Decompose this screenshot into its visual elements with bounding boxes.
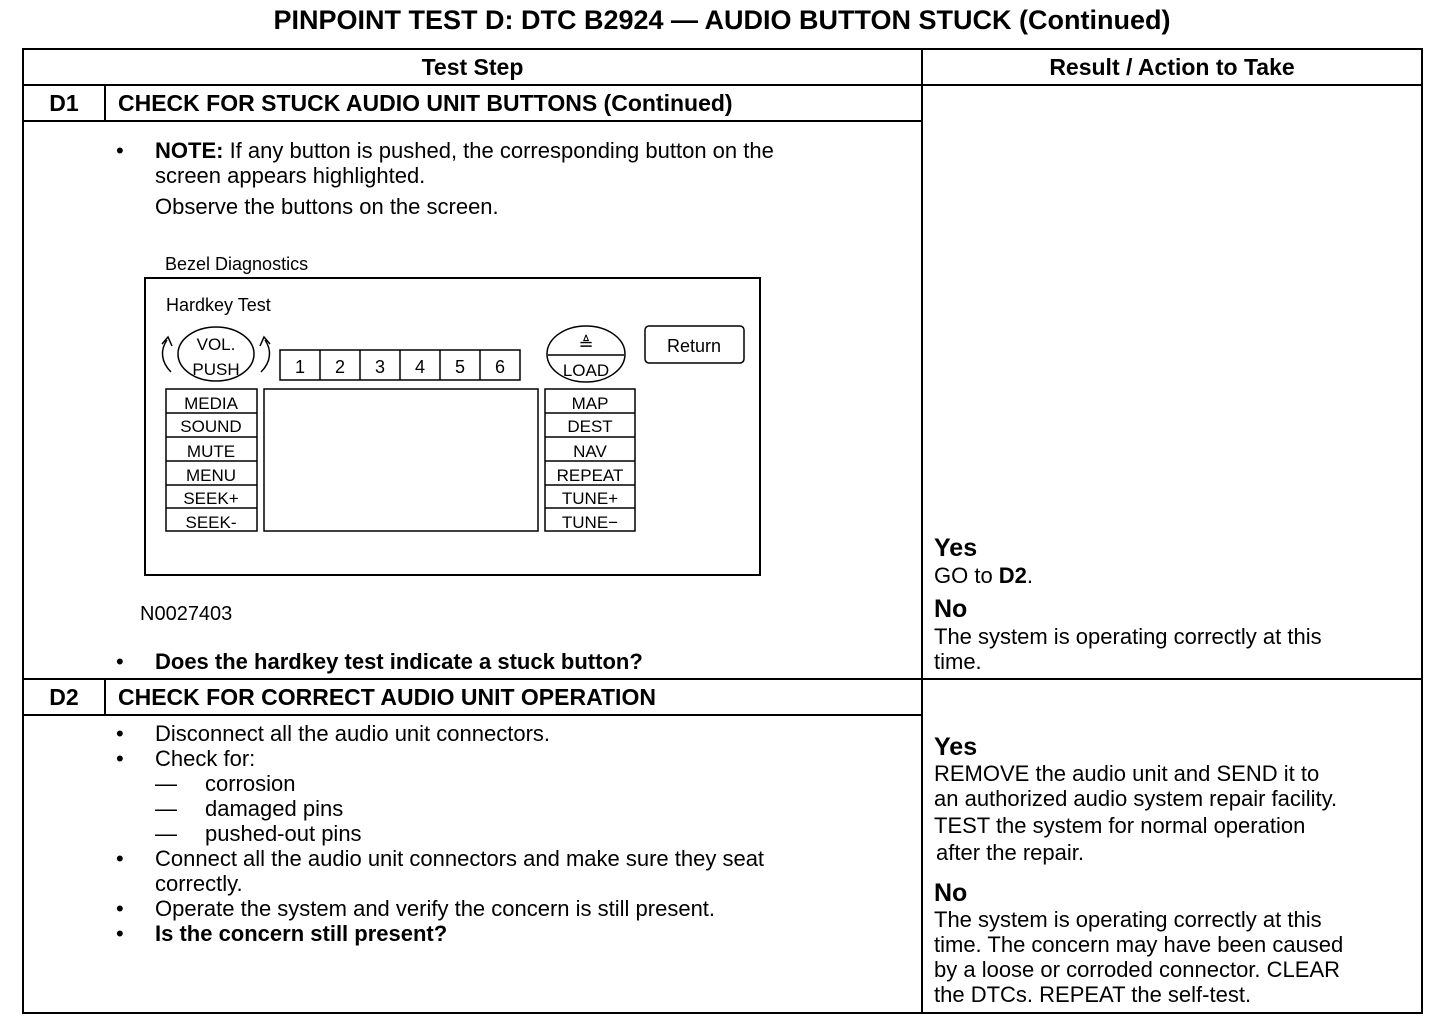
bullet: • [116,649,124,674]
d1-no-label: No [934,595,968,623]
d2-check-1: corrosion [205,771,296,796]
load-label: LOAD [562,361,610,380]
header-result: Result / Action to Take [1049,54,1295,80]
key-menu: MENU [185,466,237,485]
bullet: • [116,846,124,871]
bullet: • [116,746,124,771]
note-line-1 [155,138,774,164]
bezel-diagnostics-figure [130,240,770,590]
d1-no-line-2: time. [934,649,982,674]
d1-yes-post: . [1026,563,1034,588]
push-label: PUSH [192,360,240,379]
note-line-2: screen appears highlighted. [155,163,426,188]
preset-3: 3 [374,357,386,377]
key-tune-plus: TUNE+ [561,489,619,508]
d1-yes-label: Yes [934,534,978,562]
d1-question: Does the hardkey test indicate a stuck button? [155,649,643,674]
figure-subtitle: Hardkey Test [166,295,271,315]
d2-step-4: Operate the system and verify the concern is still present. [155,896,716,921]
dash: — [155,796,177,821]
key-nav: NAV [573,442,607,461]
key-media: MEDIA [184,394,238,413]
figure-title: Bezel Diagnostics [165,254,309,274]
preset-buttons [280,350,520,380]
bullet: • [116,921,124,946]
preset-2: 2 [334,357,346,377]
d2-no-line-1: The system is operating correctly at this [934,907,1322,932]
d2-no-line-3: by a loose or corroded connector. CLEAR [934,957,1341,982]
dash: — [155,821,177,846]
eject-load-button [547,326,625,382]
observe-text: Observe the buttons on the screen. [155,194,499,219]
preset-1: 1 [294,357,306,377]
d1-yes-pre: GO to [934,563,999,588]
d1-no-line-1: The system is operating correctly at this [934,624,1322,649]
d1-yes-text [934,563,1033,589]
key-seek-plus: SEEK+ [183,489,239,508]
d2-no-line-4: the DTCs. REPEAT the self-test. [934,982,1252,1007]
step-id-d1: D1 [49,90,79,116]
header-test-step: Test Step [421,54,524,80]
key-tune-minus: TUNE− [561,513,619,532]
note-label: NOTE: [155,138,224,163]
d2-yes-line-1: REMOVE the audio unit and SEND it to [934,761,1320,786]
key-dest: DEST [567,417,613,436]
d2-step-1: Disconnect all the audio unit connectors. [155,721,551,746]
d2-yes-line-4: after the repair. [936,840,1084,865]
key-seek-minus: SEEK- [185,513,237,532]
d2-yes-line-2: an authorized audio system repair facility. [934,786,1338,811]
vol-label: VOL. [196,335,236,354]
rotate-right-icon [260,337,270,372]
key-map: MAP [571,394,609,413]
right-key-column [545,389,635,532]
bullet: • [116,138,124,163]
page-title: PINPOINT TEST D: DTC B2924 — AUDIO BUTTON STUCK (Continued) [273,5,1171,35]
d2-check-3: pushed-out pins [205,821,362,846]
d2-step-2: Check for: [155,746,256,771]
d2-no-label: No [934,879,968,907]
preset-4: 4 [414,357,426,377]
bullet: • [116,721,124,746]
step-id-d2: D2 [49,684,79,710]
note-text: If any button is pushed, the corresponding button on the [223,138,774,163]
eject-icon: ≜ [578,334,594,354]
step-heading-d2: CHECK FOR CORRECT AUDIO UNIT OPERATION [118,684,656,710]
key-repeat: REPEAT [556,466,624,485]
d2-yes-line-3: TEST the system for normal operation [934,813,1306,838]
d2-step-3-line-2: correctly. [155,871,243,896]
d1-yes-target: D2 [998,563,1027,588]
left-key-column [166,389,257,532]
d2-check-2: damaged pins [205,796,344,821]
figure-id: N0027403 [140,603,233,625]
preset-5: 5 [454,357,466,377]
d2-no-line-2: time. The concern may have been caused [934,932,1344,957]
key-sound: SOUND [180,417,242,436]
d2-question: Is the concern still present? [155,921,448,946]
return-button [645,326,744,363]
display-area [264,389,538,531]
preset-6: 6 [494,357,506,377]
step-heading-d1: CHECK FOR STUCK AUDIO UNIT BUTTONS (Continued) [118,90,733,116]
d2-step-3-line-1: Connect all the audio unit connectors and make sure they seat [155,846,765,871]
key-mute: MUTE [186,442,236,461]
return-label: Return [666,336,722,356]
dash: — [155,771,177,796]
vol-push-knob [162,327,270,381]
bullet: • [116,896,124,921]
d2-yes-label: Yes [934,733,978,761]
rotate-left-icon [162,337,172,372]
